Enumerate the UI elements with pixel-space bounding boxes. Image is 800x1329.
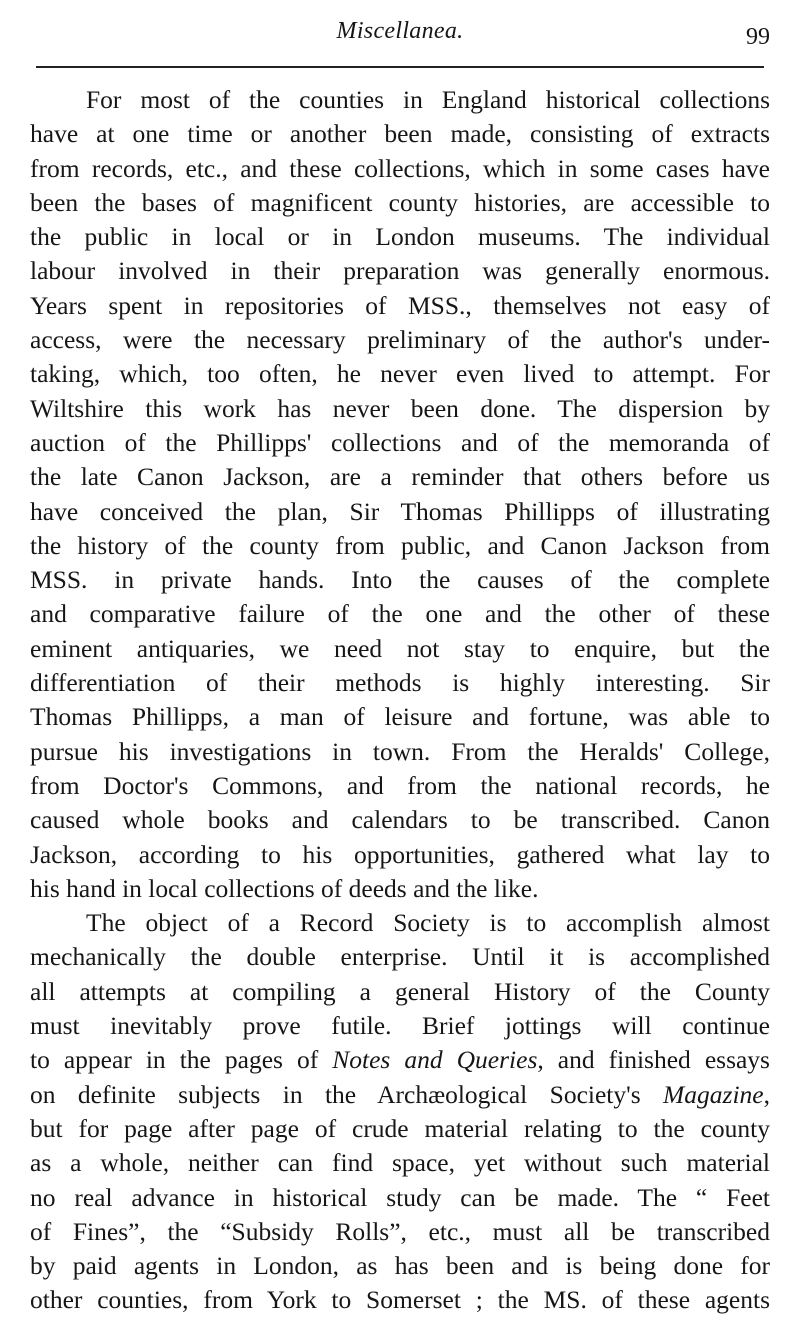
text-line: For most of the counties in England historical collections xyxy=(86,85,770,114)
text-line-with-italic xyxy=(30,1043,770,1077)
running-title: Miscellanea. xyxy=(336,18,464,44)
text-line: have conceived the plan, Sir Thomas Phillipps of illustrating xyxy=(30,496,770,526)
text-line: access, were the necessary preliminary of the author's under- xyxy=(30,325,770,355)
text-line: as a whole, neither can find space, yet without such material xyxy=(30,1148,770,1178)
text-segment: , and finished essays xyxy=(537,1045,770,1075)
text-line: the history of the county from public, and Canon Jackson from xyxy=(30,530,770,560)
text-line: Jackson, according to his opportunities, gathered what lay to xyxy=(30,839,770,869)
text-line: by paid agents in London, as has been and is being done for xyxy=(30,1251,770,1281)
text-line: other counties, from York to Somerset ; the MS. of these agents xyxy=(30,1285,770,1315)
text-line: no real advance in historical study can be made. The “ Feet xyxy=(30,1182,770,1212)
body-text xyxy=(30,83,770,1318)
text-line: Years spent in repositories of MSS., themselves not easy of xyxy=(30,290,770,320)
text-line: been the bases of magnificent county histories, are accessible to xyxy=(30,187,770,217)
text-line: his hand in local collections of deeds and the like. xyxy=(30,873,539,903)
text-line: have at one time or another been made, consisting of extracts xyxy=(30,119,770,149)
text-line: from records, etc., and these collections, which in some cases have xyxy=(30,153,770,183)
paragraph-2 xyxy=(30,906,770,1318)
text-line: caused whole books and calendars to be transcribed. Canon xyxy=(30,805,770,835)
text-segment: on definite subjects in the Archæological Society's xyxy=(30,1079,664,1109)
page-header xyxy=(0,0,800,70)
text-line: differentiation of their methods is highly interesting. Sir xyxy=(30,668,770,698)
text-line: must inevitably prove futile. Brief jottings will continue xyxy=(30,1011,770,1041)
page-number: 99 xyxy=(746,24,770,50)
publication-title: Magazine xyxy=(663,1079,764,1109)
text-line: Wiltshire this work has never been done. The dispersion by xyxy=(30,393,770,423)
publication-title: Notes and Queries xyxy=(332,1045,538,1075)
text-segment: , xyxy=(763,1079,770,1109)
text-line: the public in local or in London museums. The individual xyxy=(30,222,770,252)
text-line: MSS. in private hands. Into the causes of the complete xyxy=(30,565,770,595)
text-line: The object of a Record Society is to accomplish almost xyxy=(86,908,770,938)
text-line: but for page after page of crude material relating to the county xyxy=(30,1113,770,1143)
text-line: auction of the Phillipps' collections and of the memoranda of xyxy=(30,427,770,457)
text-line: of Fines”, the “Subsidy Rolls”, etc., must all be transcribed xyxy=(30,1216,770,1246)
text-line: and comparative failure of the one and the other of these xyxy=(30,599,770,629)
text-line: pursue his investigations in town. From the Heralds' College, xyxy=(30,736,770,766)
text-line: taking, which, too often, he never even lived to attempt. For xyxy=(30,359,770,389)
text-line: the late Canon Jackson, are a reminder that others before us xyxy=(30,462,770,492)
text-line: eminent antiquaries, we need not stay to enquire, but the xyxy=(30,633,770,663)
text-line: from Doctor's Commons, and from the national records, he xyxy=(30,770,770,800)
header-rule xyxy=(36,66,764,68)
text-line: Thomas Phillipps, a man of leisure and fortune, was able to xyxy=(30,702,770,732)
text-line: all attempts at compiling a general History of the County xyxy=(30,976,770,1006)
text-segment: to appear in the pages of xyxy=(30,1045,333,1075)
text-line-with-italic xyxy=(30,1078,770,1112)
paragraph-1 xyxy=(30,83,770,906)
text-line: mechanically the double enterprise. Until it is accomplished xyxy=(30,942,770,972)
text-line: labour involved in their preparation was generally enormous. xyxy=(30,256,770,286)
